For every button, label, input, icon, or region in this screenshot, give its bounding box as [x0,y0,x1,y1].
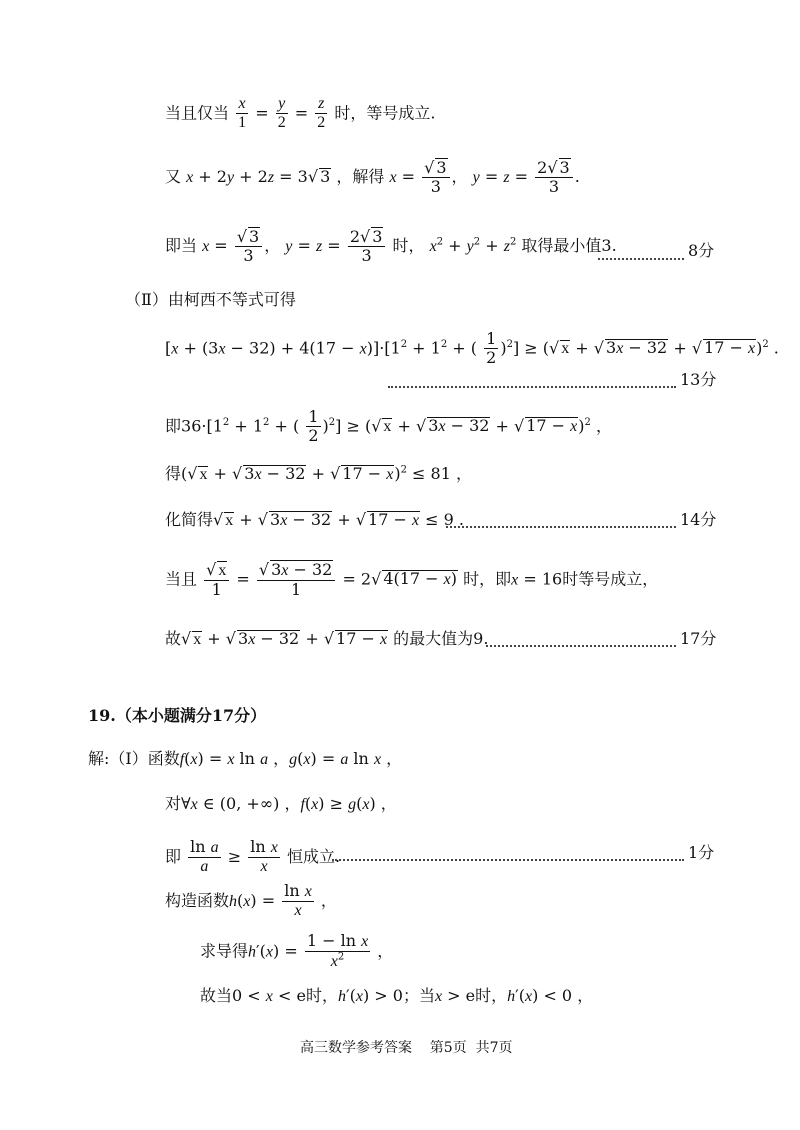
dot-leader [486,645,676,647]
fraction: $\frac{2√ 3}{3}$ [535,158,573,197]
text: 化简得 [165,510,214,529]
text: 当且 [165,569,198,589]
text: 求导得 [200,941,249,961]
fraction: $\frac{z}{2}$ [317,95,326,132]
text: 时，等号成立. [334,103,436,123]
construct-function-line: 构造函数h(x) = $\frac{\text{ln x}}{x}$ ， [165,881,337,920]
maximum-line: 故√ x + √ 3x − 32 + √ 17 − x 的最大值为9. [165,629,489,648]
text: 时， [475,986,508,1005]
text: 时，即 [463,569,512,589]
dot-leader [332,859,684,861]
text: 时等号成立， [562,569,659,589]
fraction: $\frac{1}{2}$ [486,329,497,368]
text: 构造函数 [165,890,230,910]
solve-line: 又 x + 2y + 2z = 3√ 3 ，解得 x = $\frac{√ 3}{3}$ ， y = z = $\frac{2√ 3}{3}$ . [165,158,580,197]
text: 得 [165,464,182,483]
equality-case-line: 当且 $\frac{√ x}{1}$ = $\frac{√ 3x - 32}{1}$ = 2√ 4(17 − x) 时，即x = 16时等号成立， [165,559,659,600]
cauchy-inequality: $[x + (3x - 32) + 4(17 - x)]\cdot[1^2 + 1^2$ + ( $\frac{1}{2}$ )$^2$] ≥ (√ x + √ 3x − 32 + √ 17 − x)$^2$ . [165,329,779,368]
fraction: $\frac{√ x}{1}$ [204,561,229,600]
text: 解:（Ⅰ）函数 [88,749,180,768]
monotonicity-line: 故当0 < x < e时，h′(x) > 0；当x > e时，h′(x) < 0 ， [200,986,594,1005]
fraction: $\frac{x}{1}$ [238,95,247,132]
text: 即 [165,846,182,866]
score-label: 14分 [680,510,717,529]
fraction: $\frac{\text{ln x}}{x}$ [284,881,312,920]
text: 对 [165,794,182,813]
fraction: $\frac{√ 3x - 32}{1}$ [257,560,335,600]
page-footer: 高三数学参考答案 第5页 共7页 [300,1040,513,1056]
score-label: 1分 [688,843,715,862]
fraction: $\frac{√ 3}{3}$ [235,227,262,266]
text: 故当 [200,986,233,1005]
simplify-line: 化简得√ x + √ 3x − 32 + √ 17 − x ≤ 9 . [165,510,464,529]
fraction: $\frac{1}{2}$ [308,407,319,446]
text: 又 [165,166,182,186]
text: 故 [165,629,182,648]
score-label: 13分 [680,370,717,389]
fraction: $\frac{y}{2}$ [277,95,286,132]
fraction: $\frac{2√ 3}{3}$ [348,227,386,266]
dot-leader [446,526,676,528]
always-holds-line: 即 $\frac{\text{ln a}}{a}$ ≥ $\frac{\text{ln x}}{x}$ 恒成立. [165,837,341,876]
minimum-line: 即当 x = $\frac{√ 3}{3}$ ， y = z = $\frac{2√ 3}{3}$ 时， $x^2 + y^2 + z^2$ 取得最小值3. [165,227,617,266]
text: 即当 [165,235,198,255]
dot-leader [388,386,676,388]
text: 时， [305,986,338,1005]
text: 当且仅当 [165,103,230,123]
score-label: 17分 [680,629,717,648]
bound-line: 得(√ x + √ 3x − 32 + √ 17 − x)$^2$ ≤ 81 ， [165,464,472,483]
text: ；当 [402,986,435,1005]
fraction: $\frac{\text{ln x}}{x}$ [250,837,278,876]
text: ，解得 [336,166,385,186]
text: 即 [165,416,182,436]
text: 时， [392,235,425,255]
text: 的最大值为9. [393,629,489,648]
fraction: $\frac{\text{1 − ln x}}{x^2}$ [306,931,369,971]
fraction: $\frac{\text{ln a}}{a}$ [190,837,219,876]
simplified-inequality: 即$36\cdot[1^2 + 1^2$ + ( $\frac{1}{2}$ )$^2$] ≥ (√ x + √ 3x − 32 + √ 17 − x)$^2$ ， [165,407,612,446]
text: 取得最小值3. [521,235,617,255]
text: 恒成立. [286,846,341,866]
section-heading: （Ⅱ）由柯西不等式可得 [125,290,296,309]
fraction: $\frac{√ 3}{3}$ [422,158,449,197]
dot-leader [598,258,684,260]
score-label: 8分 [688,241,715,260]
question-heading: 19.（本小题满分17分） [88,706,267,725]
equality-condition-line: 当且仅当 $\frac{x}{1}$ = $\frac{y}{2}$ = $\frac{z}{2}$ 时，等号成立. [165,95,436,132]
for-all-line: 对∀x ∈ (0, +∞) ，f(x) ≥ g(x) ， [165,794,397,813]
derivative-line: 求导得h′(x) = $\frac{\text{1 − ln x}}{x^2}$ ， [200,931,394,971]
solution-intro: 解:（Ⅰ）函数f(x) = x ln a ，g(x) = a ln x ， [88,749,403,768]
